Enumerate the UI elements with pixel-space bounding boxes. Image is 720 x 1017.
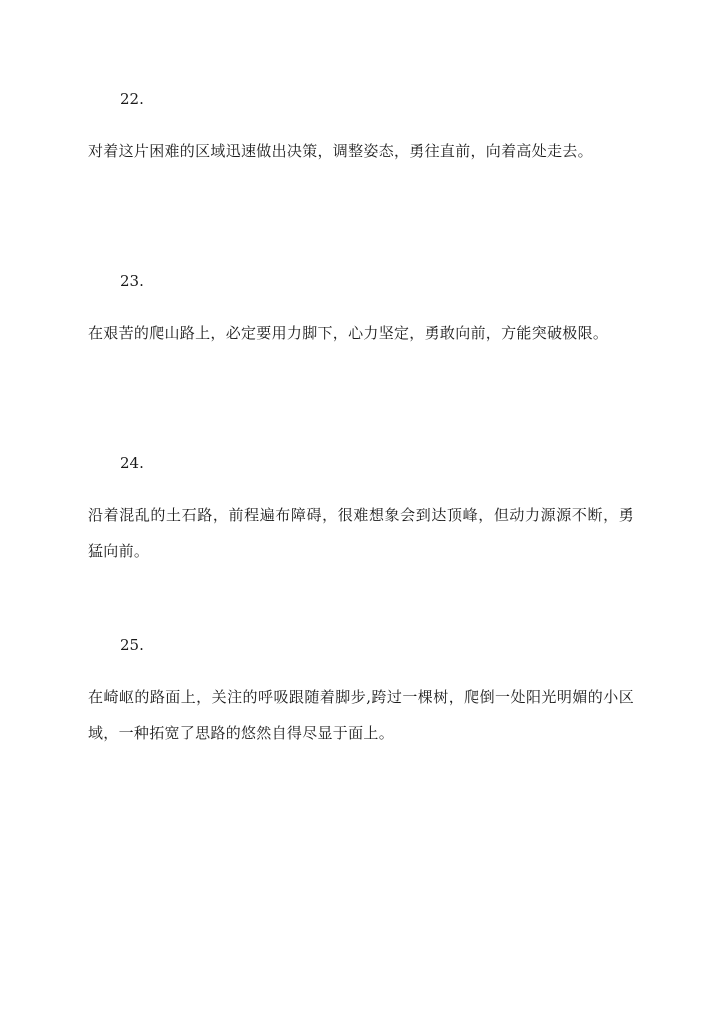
entry-text: 对着这片困难的区域迅速做出决策，调整姿态，勇往直前，向着高处走去。 [88, 142, 593, 160]
entry-23 [88, 271, 634, 351]
entry-number: 22. [120, 90, 144, 108]
entry-text: 沿着混乱的土石路，前程遍布障碍，很难想象会到达顶峰，但动力源源不断，勇猛向前。 [88, 506, 634, 560]
entry-number: 25. [120, 636, 144, 654]
entry-22 [88, 89, 634, 169]
entry-24 [88, 453, 634, 569]
entry-text: 在崎岖的路面上，关注的呼吸跟随着脚步,跨过一棵树，爬倒一处阳光明媚的小区域，一种拓宽了思路的悠然自得尽显于面上。 [88, 688, 634, 742]
entry-number: 24. [120, 454, 144, 472]
entry-number: 23. [120, 272, 144, 290]
entry-text: 在艰苦的爬山路上，必定要用力脚下，心力坚定，勇敢向前，方能突破极限。 [88, 324, 609, 342]
entry-25 [88, 635, 634, 751]
